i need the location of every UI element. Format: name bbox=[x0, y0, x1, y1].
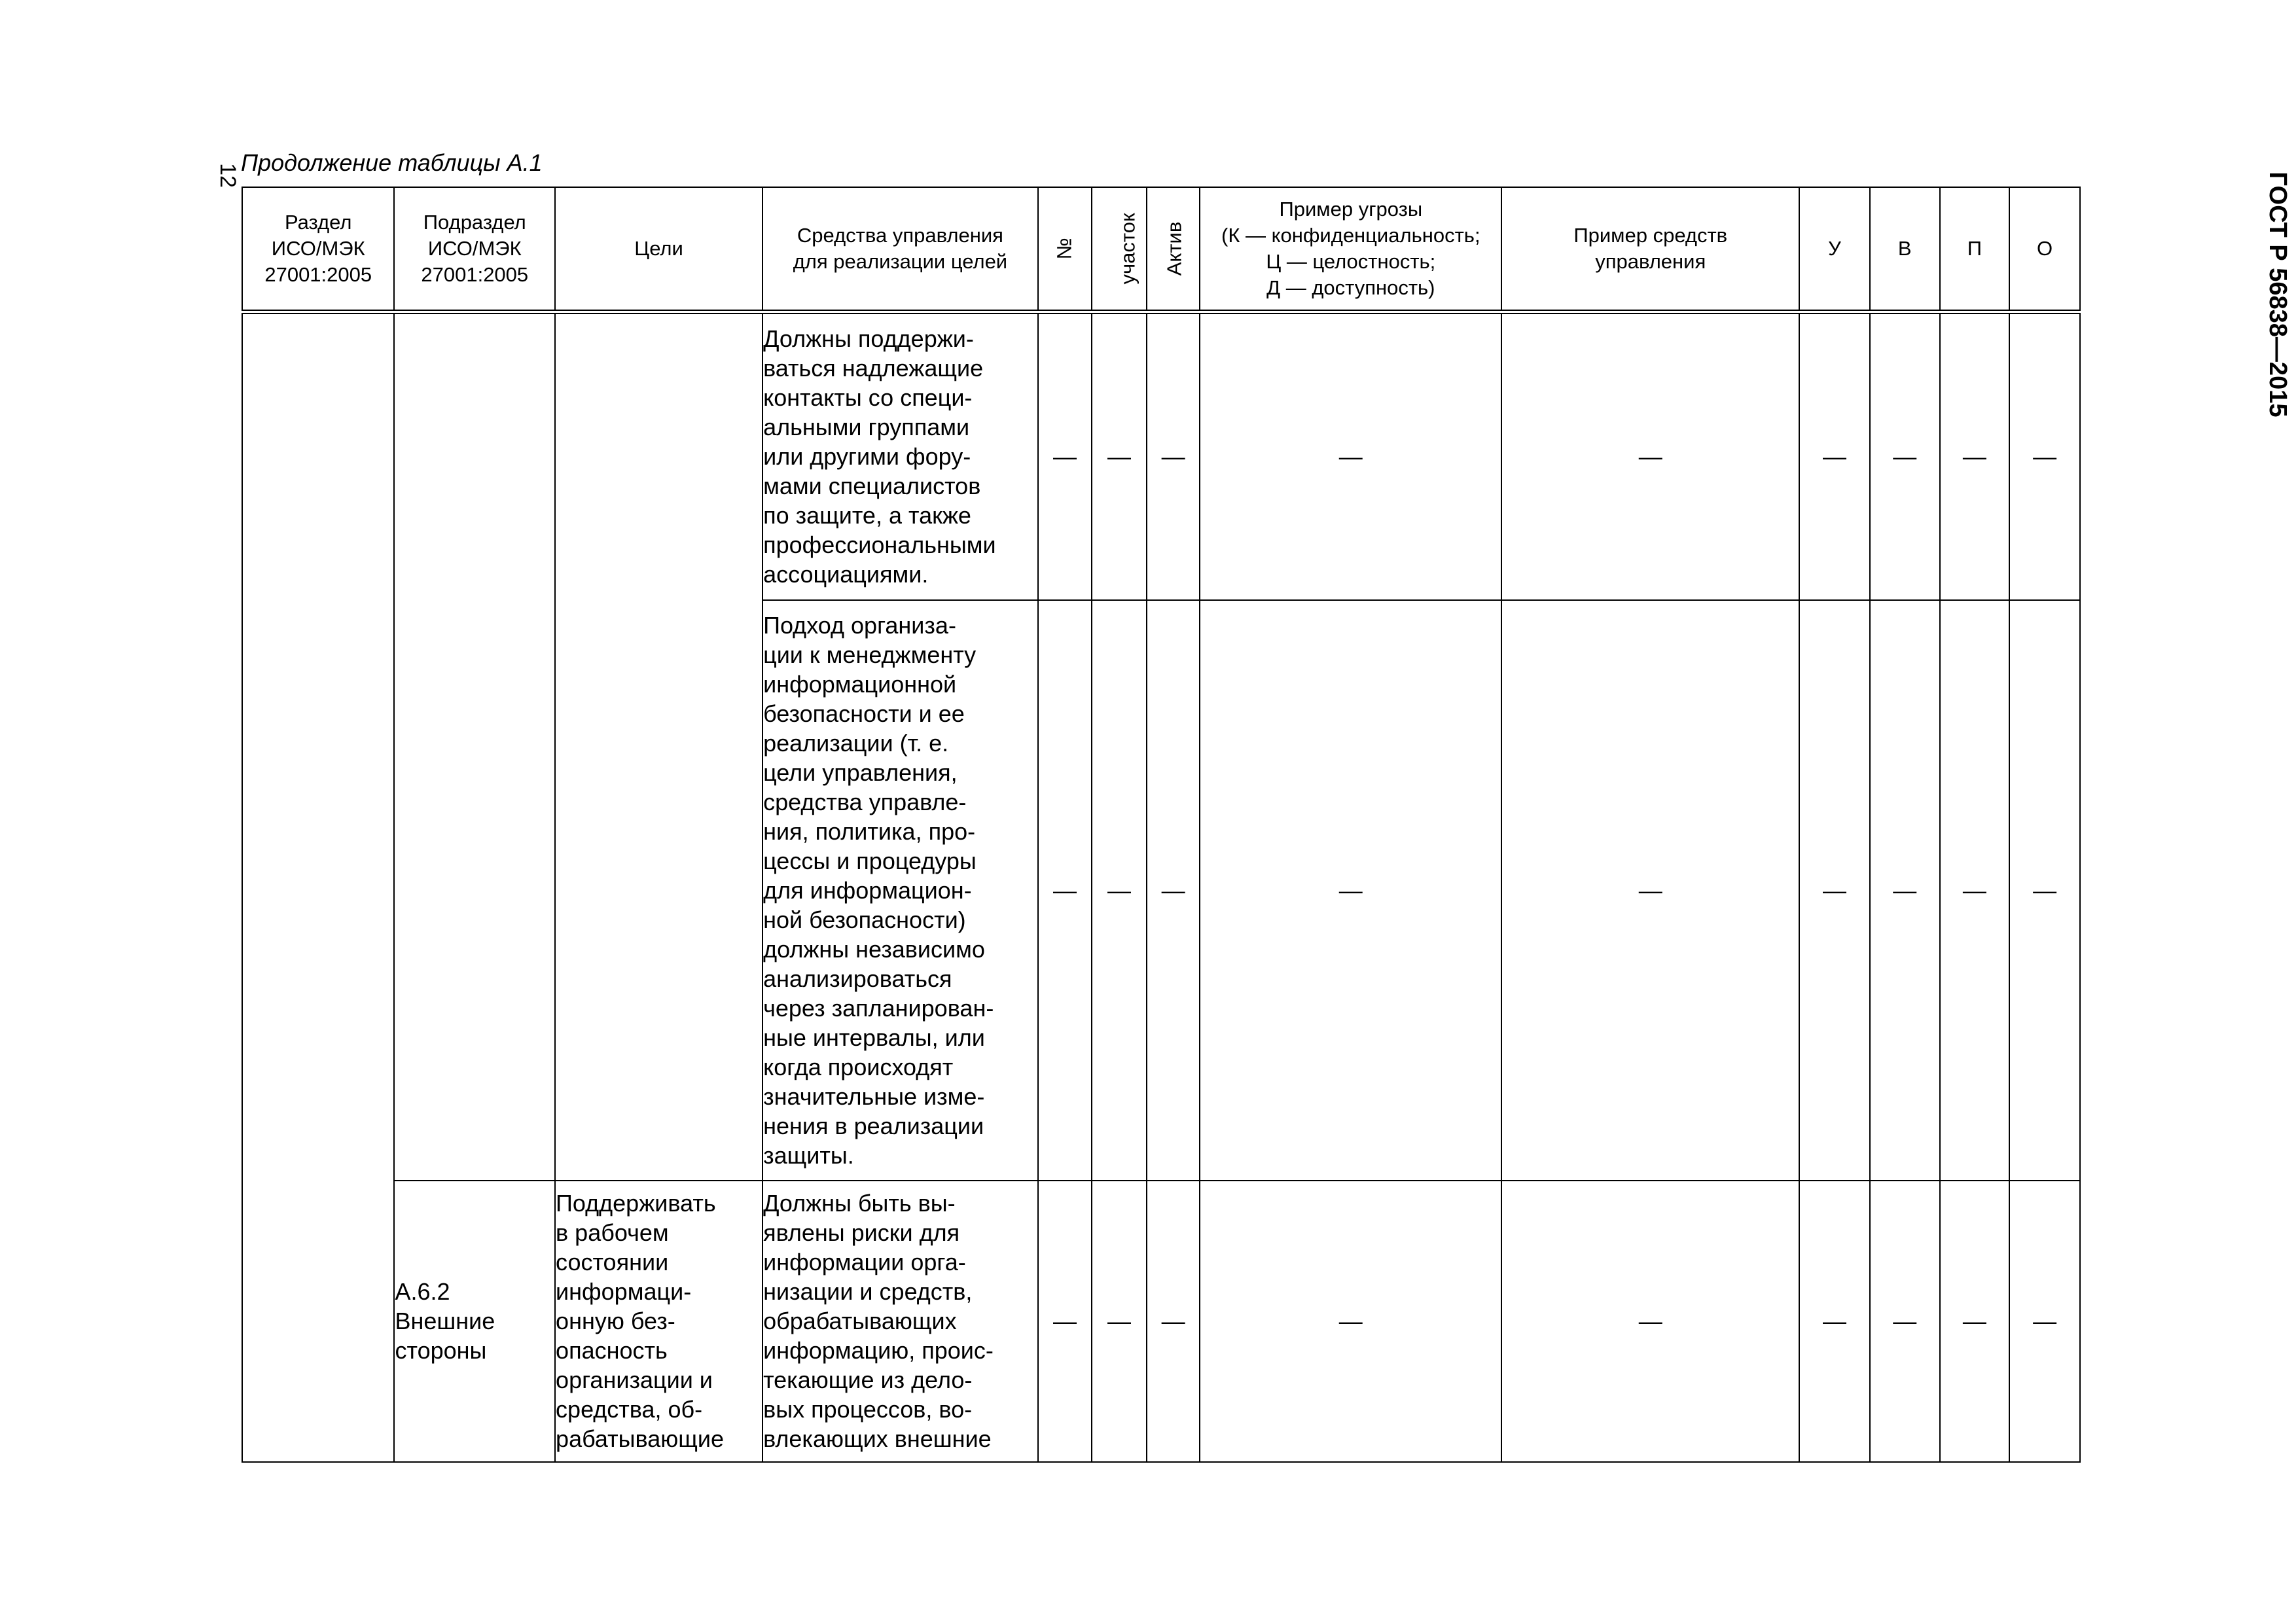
text-line: Поддерживать bbox=[556, 1190, 716, 1217]
text-line: для информацион- bbox=[763, 876, 972, 904]
header-area bbox=[1092, 187, 1147, 312]
text-line: ной безопасности) bbox=[763, 906, 966, 933]
page-number: 12 bbox=[215, 163, 240, 188]
text-line: текающие из дело- bbox=[763, 1366, 973, 1393]
text-line: цессы и процедуры bbox=[763, 847, 977, 874]
text-line: Должны поддержи- bbox=[763, 325, 974, 353]
text-line: обрабатывающих bbox=[763, 1308, 957, 1334]
cell-threat: — bbox=[1200, 600, 1501, 1181]
text-line: или другими фору- bbox=[763, 443, 971, 471]
header-line: Пример средств bbox=[1573, 224, 1728, 247]
cell-subsection bbox=[394, 312, 555, 1181]
header-subsection bbox=[394, 187, 555, 312]
cell-controls bbox=[762, 1181, 1038, 1462]
cell-u: — bbox=[1799, 312, 1870, 600]
cell-controls bbox=[762, 312, 1038, 600]
text-line: в рабочем bbox=[556, 1219, 669, 1246]
cell-area: — bbox=[1092, 600, 1147, 1181]
cell-area: — bbox=[1092, 1181, 1147, 1462]
header-number-label: № bbox=[1053, 238, 1077, 260]
text-line: состоянии bbox=[556, 1249, 669, 1275]
text-line: информационной bbox=[763, 670, 957, 698]
cell-threat: — bbox=[1200, 312, 1501, 600]
cell-v: — bbox=[1870, 600, 1940, 1181]
text-line: анализироваться bbox=[763, 965, 952, 992]
text-line: ния, политика, про- bbox=[763, 817, 976, 845]
cell-p: — bbox=[1940, 312, 2010, 600]
text-line: явлены риски для bbox=[763, 1219, 960, 1246]
cell-asset: — bbox=[1147, 600, 1200, 1181]
text-line: безопасности и ее bbox=[763, 700, 965, 727]
cell-control-example: — bbox=[1501, 312, 1799, 600]
cell-goals bbox=[555, 1181, 762, 1462]
text-line: влекающих внешние bbox=[763, 1425, 992, 1452]
cell-area: — bbox=[1092, 312, 1147, 600]
text-line: когда происходят bbox=[763, 1053, 954, 1080]
cell-asset: — bbox=[1147, 1181, 1200, 1462]
cell-u: — bbox=[1799, 1181, 1870, 1462]
text-line: информацию, проис- bbox=[763, 1337, 994, 1364]
cell-u: — bbox=[1799, 600, 1870, 1181]
cell-o: — bbox=[2009, 600, 2080, 1181]
text-line: альными группами bbox=[763, 414, 970, 441]
text-line: ассоциациями. bbox=[763, 561, 929, 588]
header-line: Пример угрозы bbox=[1279, 198, 1423, 221]
header-o: О bbox=[2009, 187, 2080, 312]
text-line: через запланирован- bbox=[763, 994, 994, 1022]
header-line: Подраздел bbox=[423, 211, 526, 234]
text-line: опасность bbox=[556, 1337, 668, 1364]
header-line: управления bbox=[1595, 250, 1706, 273]
header-threat bbox=[1200, 187, 1501, 312]
text-line: должны независимо bbox=[763, 935, 985, 963]
text-line: цели управления, bbox=[763, 758, 958, 786]
cell-v: — bbox=[1870, 1181, 1940, 1462]
text-line: средства, об- bbox=[556, 1396, 703, 1423]
header-line: для реализации целей bbox=[793, 250, 1008, 273]
standards-table bbox=[242, 187, 2081, 1463]
text-line: Должны быть вы- bbox=[763, 1190, 956, 1217]
text-line: вых процессов, во- bbox=[763, 1396, 973, 1423]
table-row bbox=[242, 312, 2080, 600]
cell-v: — bbox=[1870, 312, 1940, 600]
table-caption: Продолжение таблицы А.1 bbox=[241, 149, 543, 176]
header-section bbox=[242, 187, 394, 312]
text-line: значительные изме- bbox=[763, 1082, 985, 1110]
text-line: по защите, а также bbox=[763, 502, 971, 529]
cell-section bbox=[242, 312, 394, 1462]
cell-p: — bbox=[1940, 1181, 2010, 1462]
cell-p: — bbox=[1940, 600, 2010, 1181]
text-line: Подход организа- bbox=[763, 611, 956, 639]
header-line: Раздел bbox=[285, 211, 352, 234]
text-line: А.6.2 bbox=[395, 1278, 450, 1305]
cell-control-example: — bbox=[1501, 600, 1799, 1181]
text-line: стороны bbox=[395, 1337, 487, 1364]
header-asset bbox=[1147, 187, 1200, 312]
table-row bbox=[242, 1181, 2080, 1462]
cell-number: — bbox=[1038, 1181, 1092, 1462]
text-line: информаци- bbox=[556, 1278, 692, 1305]
cell-controls bbox=[762, 600, 1038, 1181]
cell-number: — bbox=[1038, 312, 1092, 600]
header-number bbox=[1038, 187, 1092, 312]
text-line: ные интервалы, или bbox=[763, 1024, 985, 1051]
text-line: организации и bbox=[556, 1366, 713, 1393]
header-controls bbox=[762, 187, 1038, 312]
text-line: ции к менеджменту bbox=[763, 641, 977, 668]
text-line: рабатывающие bbox=[556, 1425, 724, 1452]
cell-o: — bbox=[2009, 312, 2080, 600]
cell-number: — bbox=[1038, 600, 1092, 1181]
header-line: 27001:2005 bbox=[264, 263, 372, 286]
header-asset-label: Актив bbox=[1162, 221, 1186, 276]
header-u: У bbox=[1799, 187, 1870, 312]
header-line: 27001:2005 bbox=[421, 263, 529, 286]
header-p: П bbox=[1940, 187, 2010, 312]
header-area-label: участок bbox=[1116, 213, 1139, 285]
text-line: ваться надлежащие bbox=[763, 355, 984, 382]
text-line: средства управле- bbox=[763, 788, 967, 815]
header-line: Средства управления bbox=[797, 224, 1003, 247]
text-line: онную без- bbox=[556, 1308, 675, 1334]
cell-goals bbox=[555, 312, 762, 1181]
header-goals: Цели bbox=[555, 187, 762, 312]
text-line: реализации (т. е. bbox=[763, 729, 949, 757]
text-line: защиты. bbox=[763, 1141, 854, 1169]
header-v: В bbox=[1870, 187, 1940, 312]
document-code: ГОСТ Р 56838—2015 bbox=[2264, 171, 2291, 418]
table-header-row bbox=[242, 187, 2080, 312]
header-line: (К — конфиденциальность; bbox=[1221, 224, 1480, 247]
text-line: низации и средств, bbox=[763, 1278, 973, 1305]
text-line: нения в реализации bbox=[763, 1112, 984, 1139]
cell-asset: — bbox=[1147, 312, 1200, 600]
cell-subsection bbox=[394, 1181, 555, 1462]
text-line: контакты со специ- bbox=[763, 384, 973, 412]
header-control-examples bbox=[1501, 187, 1799, 312]
text-line: информации орга- bbox=[763, 1249, 966, 1275]
text-line: мами специалистов bbox=[763, 473, 981, 500]
text-line: Внешние bbox=[395, 1308, 495, 1334]
cell-control-example: — bbox=[1501, 1181, 1799, 1462]
text-line: профессиональными bbox=[763, 531, 996, 559]
header-line: Д — доступность) bbox=[1266, 276, 1435, 299]
cell-o: — bbox=[2009, 1181, 2080, 1462]
header-line: ИСО/МЭК bbox=[271, 237, 365, 260]
cell-threat: — bbox=[1200, 1181, 1501, 1462]
header-line: Ц — целостность; bbox=[1266, 250, 1436, 273]
header-line: ИСО/МЭК bbox=[427, 237, 522, 260]
